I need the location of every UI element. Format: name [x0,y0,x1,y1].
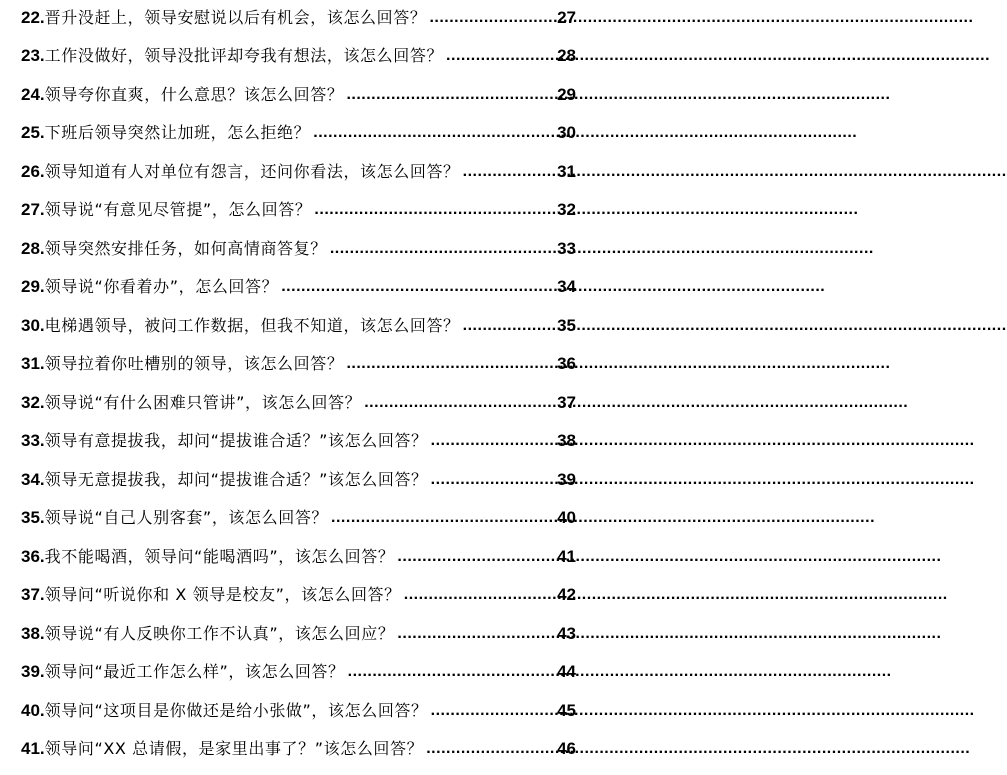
entry-title: 领导说“自己人别客套”，该怎么回答？ [44,508,329,527]
toc-entry[interactable] [21,192,576,220]
entry-number: 31. [21,354,45,373]
entry-title: 领导知道有人对单位有怨言，还问你看法，该怎么回答？ [44,162,460,181]
entry-title: 领导说“有什么困难只管讲”，该怎么回答？ [44,393,362,412]
dot-leader [345,662,557,682]
entry-number: 41. [21,739,45,758]
dot-leader [328,508,557,528]
entry-title: 电梯遇领导，被问工作数据，但我不知道，该怎么回答？ [44,316,460,335]
entry-number: 33. [21,431,45,450]
entry-number: 22. [21,8,45,27]
toc-entry[interactable] [21,269,576,297]
dot-leader [343,85,557,105]
entry-title: 晋升没赶上，领导安慰说以后有机会，该怎么回答？ [44,8,427,27]
toc-entry[interactable] [21,693,576,721]
dot-leader [327,239,557,259]
entry-page-number: 43 [557,624,576,643]
entry-page-number: 37 [557,393,576,412]
toc-entry[interactable] [21,346,576,374]
toc-entry[interactable] [21,77,576,105]
entry-number: 40. [21,701,45,720]
entry-number: 24. [21,85,45,104]
entry-title: 领导说“有意见尽管提”，怎么回答？ [44,200,312,219]
entry-number: 37. [21,585,45,604]
entry-number: 23. [21,46,45,65]
entry-title: 工作没做好，领导没批评却夸我有想法，该怎么回答？ [44,46,444,65]
entry-title: 领导问“最近工作怎么样”，该怎么回答？ [44,662,345,681]
entry-title: 领导问“听说你和 X 领导是校友”，该怎么回答？ [44,585,401,604]
entry-page-number: 28 [557,46,576,65]
entry-number: 34. [21,470,45,489]
entry-number: 38. [21,624,45,643]
entry-page-number: 41 [557,547,576,566]
toc-entry[interactable] [21,423,576,451]
dot-leader [310,123,557,143]
entry-page-number: 32 [557,200,576,219]
dot-leader [394,547,557,567]
entry-number: 36. [21,547,45,566]
entry-number: 25. [21,123,45,142]
entry-number: 32. [21,393,45,412]
entry-title: 领导拉着你吐槽别的领导，该怎么回答？ [44,354,344,373]
entry-title: 领导说“有人反映你工作不认真”，该怎么回应？ [44,624,395,643]
entry-title: 领导问“XX 总请假，是家里出事了？”该怎么回答？ [44,739,424,758]
entry-page-number: 34 [557,277,576,296]
toc-entry[interactable] [21,616,576,644]
dot-leader [423,739,557,759]
entry-page-number: 46 [557,739,576,758]
dot-leader [460,316,557,336]
entry-page-number: 29 [557,85,576,104]
entry-number: 30. [21,316,45,335]
entry-page-number: 39 [557,470,576,489]
entry-page-number: 35 [557,316,576,335]
entry-title: 领导有意提拔我，却问“提拔谁合适？”该怎么回答？ [44,431,428,450]
entry-page-number: 38 [557,431,576,450]
toc-entry[interactable] [21,500,576,528]
entry-page-number: 40 [557,508,576,527]
entry-number: 26. [21,162,45,181]
toc-entry[interactable] [21,731,576,759]
entry-page-number: 44 [557,662,576,681]
entry-page-number: 31 [557,162,576,181]
dot-leader [343,354,557,374]
entry-number: 28. [21,239,45,258]
entry-title: 领导说“你看着办”，怎么回答？ [44,277,279,296]
entry-title: 我不能喝酒，领导问“能喝酒吗”，该怎么回答？ [44,547,395,566]
entry-number: 35. [21,508,45,527]
entry-number: 29. [21,277,45,296]
entry-page-number: 36 [557,354,576,373]
toc-entry[interactable] [21,462,576,490]
dot-leader [311,200,557,220]
toc-entry[interactable] [21,0,576,28]
toc-entry[interactable] [21,654,576,682]
toc-entry[interactable] [21,385,576,413]
entry-page-number: 27 [557,8,576,27]
dot-leader [401,585,557,605]
toc-entry[interactable] [21,231,576,259]
entry-number: 27. [21,200,45,219]
dot-leader [361,393,557,413]
entry-page-number: 30 [557,123,576,142]
toc-entry[interactable] [21,38,576,66]
entry-page-number: 42 [557,585,576,604]
entry-number: 39. [21,662,45,681]
toc-entry[interactable] [21,308,576,336]
toc-entry[interactable] [21,154,576,182]
entry-title: 领导无意提拔我，却问“提拔谁合适？”该怎么回答？ [44,470,428,489]
toc-entry[interactable] [21,577,576,605]
entry-title: 领导问“这项目是你做还是给小张做”，该怎么回答？ [44,701,428,720]
entry-title: 领导突然安排任务，如何高情商答复？ [44,239,327,258]
toc-entry[interactable] [21,115,576,143]
dot-leader [428,701,557,721]
dot-leader [426,8,557,28]
dot-leader [428,470,557,490]
entry-page-number: 33 [557,239,576,258]
dot-leader [278,277,557,297]
entry-page-number: 45 [557,701,576,720]
entry-title: 领导夸你直爽，什么意思？该怎么回答？ [44,85,344,104]
dot-leader [394,624,557,644]
dot-leader [428,431,557,451]
dot-leader [460,162,557,182]
entry-title: 下班后领导突然让加班，怎么拒绝？ [44,123,311,142]
toc-entry[interactable] [21,539,576,567]
dot-leader [443,46,557,66]
